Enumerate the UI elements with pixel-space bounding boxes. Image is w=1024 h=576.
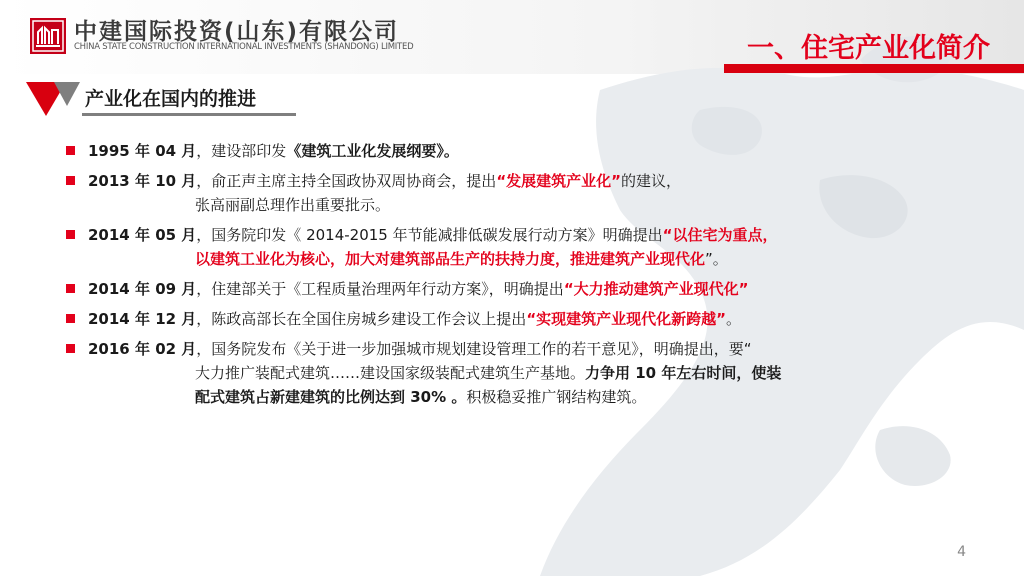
section-triangle-icon [26, 80, 86, 120]
slide-header [0, 0, 1024, 74]
timeline-item-line [88, 307, 946, 331]
cscec-logo-icon [30, 18, 66, 54]
body-text: 的建议， [621, 172, 682, 190]
company-name-english: CHINA STATE CONSTRUCTION INTERNATIONAL INVESTMENTS (SHANDONG) LIMITED [74, 42, 414, 52]
timeline-item-line [88, 361, 946, 385]
bullet-square-icon [66, 344, 75, 353]
body-text: ”。 [705, 250, 728, 268]
section-header [26, 80, 326, 120]
timeline-date: 1995 年 04 月 [88, 142, 197, 160]
timeline-item-line [88, 385, 946, 409]
timeline-item-line [88, 139, 946, 163]
timeline-item [66, 277, 946, 301]
body-text: 。 [726, 310, 742, 328]
body-text: 配式建筑占新建建筑的比例达到 30% 。 [195, 388, 467, 406]
bullet-square-icon [66, 146, 75, 155]
highlight-text: 以建筑工业化为核心，加大对建筑部品生产的扶持力度，推进建筑产业现代化 [195, 250, 706, 268]
body-text: 《建筑工业化发展纲要》。 [286, 142, 459, 160]
timeline-item-line [88, 277, 946, 301]
body-text: 力争用 10 年左右时间，使装 [585, 364, 782, 382]
highlight-text: “实现建筑产业现代化新跨越” [526, 310, 727, 328]
highlight-text: “以住宅为重点， [662, 226, 778, 244]
highlight-text: “大力推动建筑产业现代化” [563, 280, 749, 298]
body-text: ，俞正声主席主持全国政协双周协商会，提出 [196, 172, 497, 190]
timeline-item-line [88, 193, 946, 217]
section-title-underline [82, 113, 296, 116]
timeline-date: 2016 年 02 月 [88, 340, 197, 358]
body-text: 积极稳妥推广钢结构建筑。 [466, 388, 647, 406]
timeline-date: 2013 年 10 月 [88, 172, 197, 190]
timeline-item-line [88, 223, 946, 247]
page-title: 一、住宅产业化简介 [747, 33, 990, 64]
body-text: ，住建部关于《工程质量治理两年行动方案》，明确提出 [196, 280, 564, 298]
body-text: 大力推广装配式建筑……建设国家级装配式建筑生产基地。 [195, 364, 586, 382]
company-name-chinese: 中建国际投资(山东)有限公司 [74, 19, 400, 45]
timeline-item [66, 307, 946, 331]
bullet-square-icon [66, 230, 75, 239]
timeline-item [66, 337, 946, 409]
bullet-square-icon [66, 176, 75, 185]
timeline-date: 2014 年 09 月 [88, 280, 197, 298]
bullet-square-icon [66, 314, 75, 323]
timeline-date: 2014 年 12 月 [88, 310, 197, 328]
highlight-text: “发展建筑产业化” [496, 172, 622, 190]
body-text: ，国务院印发《 2014-2015 年节能减排低碳发展行动方案》明确提出 [196, 226, 663, 244]
timeline-date: 2014 年 05 月 [88, 226, 197, 244]
timeline-item [66, 139, 946, 163]
timeline-list [66, 139, 946, 415]
section-title: 产业化在国内的推进 [85, 88, 257, 110]
timeline-item-line [88, 247, 946, 271]
timeline-item-line [88, 169, 946, 193]
timeline-item [66, 169, 946, 217]
page-number: 4 [957, 544, 966, 560]
body-text: ，建设部印发 [196, 142, 287, 160]
header-accent-band [724, 64, 1024, 73]
body-text: ，陈政高部长在全国住房城乡建设工作会议上提出 [196, 310, 527, 328]
timeline-item [66, 223, 946, 271]
body-text: ，国务院发布《关于进一步加强城市规划建设管理工作的若干意见》，明确提出，要“ [196, 340, 752, 358]
timeline-item-line [88, 337, 946, 361]
bullet-square-icon [66, 284, 75, 293]
body-text: 张高丽副总理作出重要批示。 [195, 196, 391, 214]
